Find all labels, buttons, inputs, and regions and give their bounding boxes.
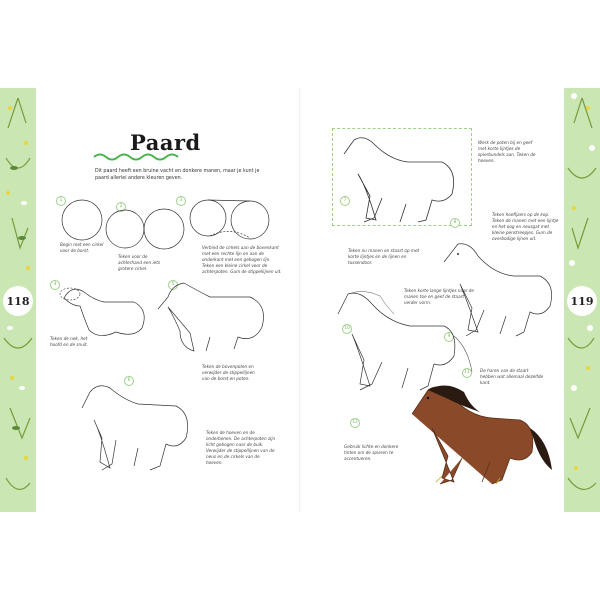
- step-drawing: [334, 130, 468, 222]
- step-caption: Verbind de cirkels aan de bovenkant met een rechte lijn en aan de onderkant met een gebogen lijn. Teken een kleine cirkel voor de achterpoten. Gum de stippellijnen uit.: [202, 245, 282, 274]
- step-number: 9: [444, 332, 454, 342]
- step-number: 2: [116, 202, 126, 212]
- page-number-left: 118: [3, 286, 33, 316]
- step-number: 8: [450, 218, 460, 228]
- step-caption: Teken nu manen en staart op met korte lijntjes en de lijnen en tussendoor.: [348, 248, 420, 265]
- step-caption: Teken de hoeven en de onderbenen. De achterpoten zijn licht gebogen naar de buik. Verwijder de stippellijnen van de neus en de cirkels van de hoeven.: [206, 430, 276, 465]
- intro-text: Dit paard heeft een bruine vacht en donkere manen, maar je kunt je paard allerlei andere kleuren geven.: [95, 169, 260, 181]
- step-caption: Teken de bovenpoten en verwijder de stippellijnen van de borst en poten.: [202, 364, 255, 381]
- book-gutter: [299, 88, 301, 512]
- step-number: 10: [342, 324, 352, 334]
- step-drawing: [72, 378, 202, 478]
- colored-horse-illustration: [406, 380, 556, 490]
- step-number: 5: [168, 280, 178, 290]
- step-caption: Teken korte lange lijntjes naar de manen toe en geef de staart verder vorm.: [404, 288, 474, 305]
- step-caption: Teken hoefijzers op de kop. Teken de manen met een lijntje en het oog en neusgat met kleine penstreepjes. Gum de overbodige lijnen uit.: [492, 212, 559, 241]
- step-number: 7: [340, 196, 350, 206]
- step-caption: Werk de poten bij en geef met korte lijntjes de spierbundels aan. Teken de hoeven.: [478, 140, 536, 163]
- step-number: 3: [176, 196, 186, 206]
- step-drawing: [60, 198, 110, 244]
- step-number: 1: [56, 196, 66, 206]
- step-caption: Teken voor de achterhand een iets grotere cirkel.: [118, 254, 161, 271]
- book-spread: [0, 88, 600, 512]
- step-drawing: [150, 273, 280, 353]
- step-number: 6: [124, 376, 134, 386]
- wavy-underline-icon: [92, 152, 182, 162]
- step-caption: Gebruik lichte en donkere tinten om de spieren te accentueren.: [344, 444, 399, 461]
- page-title: Paard: [130, 130, 201, 155]
- step-drawing: [104, 208, 190, 252]
- step-number: 11: [462, 368, 472, 378]
- page-number-right: 119: [567, 286, 597, 316]
- step-caption: Begin met een cirkel voor de borst.: [60, 242, 104, 253]
- step-number: 4: [50, 280, 60, 290]
- step-caption: De haren van de staart hebben wat allemaal dezelfde kant.: [480, 368, 544, 385]
- step-drawing: [188, 196, 274, 246]
- step-number: 12: [350, 418, 360, 428]
- step-caption: Teken de nek, het hoofd en de snuit.: [50, 336, 88, 347]
